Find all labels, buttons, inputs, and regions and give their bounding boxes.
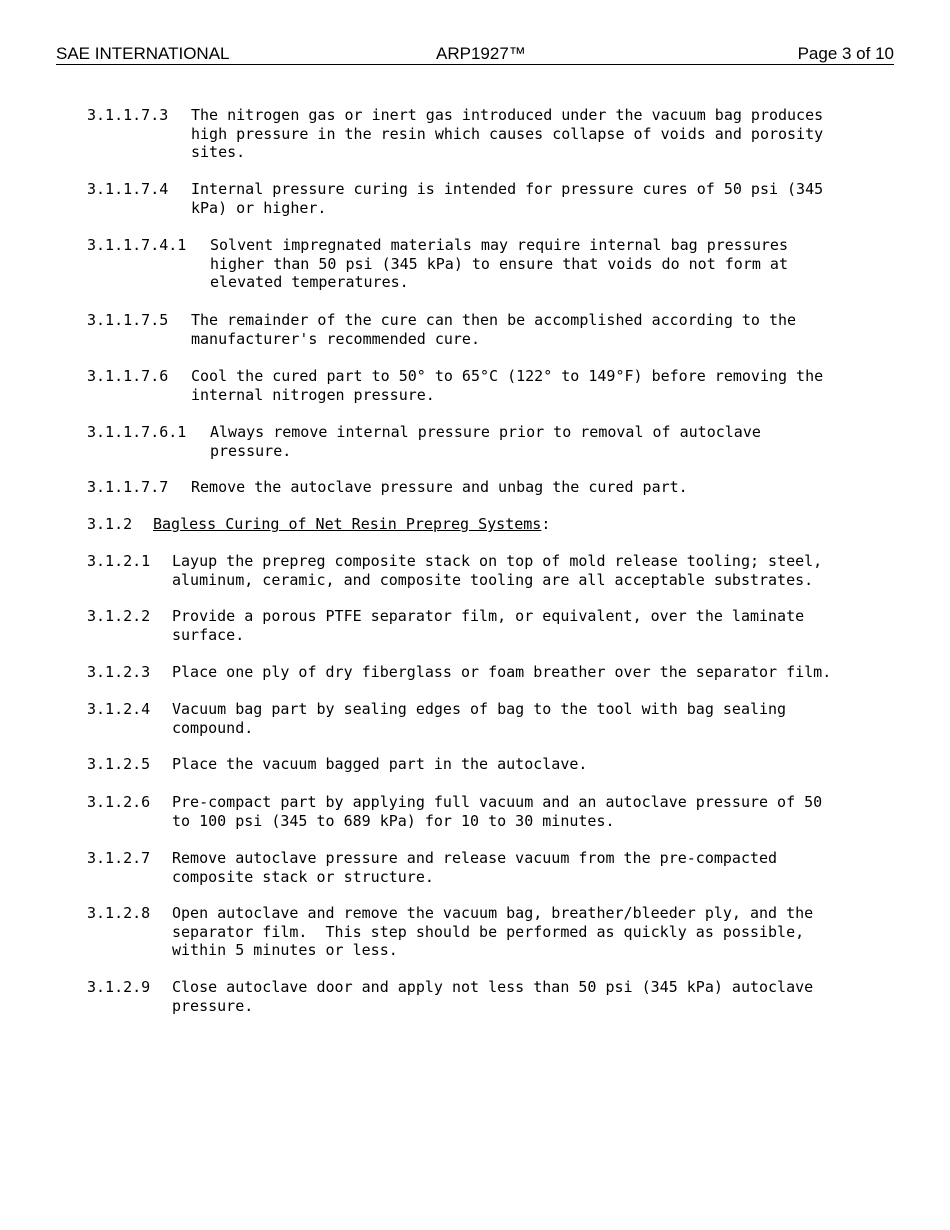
section-text-line: compound. bbox=[172, 718, 254, 737]
section-text-line: separator film. This step should be performed as quickly as possible, bbox=[172, 922, 805, 941]
section-text-line: Internal pressure curing is intended for pressure cures of 50 psi (345 bbox=[191, 180, 824, 198]
section-text-line: kPa) or higher. bbox=[191, 198, 327, 217]
section-3-1-1-7-6-1 bbox=[87, 423, 887, 461]
section-text-line: Remove autoclave pressure and release vacuum from the pre-compacted bbox=[172, 849, 778, 867]
section-number: 3.1.2.3 bbox=[87, 663, 151, 681]
section-number: 3.1.1.7.5 bbox=[87, 311, 169, 329]
section-title-wrap bbox=[153, 515, 550, 534]
section-number: 3.1.2.5 bbox=[87, 755, 151, 773]
section-3-1-2-heading bbox=[87, 515, 887, 535]
section-text-line: aluminum, ceramic, and composite tooling are all acceptable substrates. bbox=[172, 570, 814, 589]
section-text-line: manufacturer's recommended cure. bbox=[191, 329, 480, 348]
header-org: SAE INTERNATIONAL bbox=[56, 44, 230, 63]
section-text-line: Close autoclave door and apply not less than 50 psi (345 kPa) autoclave bbox=[172, 978, 814, 996]
header-page-number: Page 3 of 10 bbox=[797, 44, 894, 63]
section-text-line: higher than 50 psi (345 kPa) to ensure that voids do not form at bbox=[210, 254, 788, 273]
section-number: 3.1.2.1 bbox=[87, 552, 151, 570]
section-text-line: Layup the prepreg composite stack on top of mold release tooling; steel, bbox=[172, 552, 823, 570]
section-3-1-1-7-3 bbox=[87, 106, 887, 162]
section-number: 3.1.1.7.6 bbox=[87, 367, 169, 385]
section-text-line: sites. bbox=[191, 143, 246, 162]
section-3-1-2-4 bbox=[87, 700, 887, 738]
section-text-line: internal nitrogen pressure. bbox=[191, 385, 435, 404]
section-text-line: surface. bbox=[172, 625, 245, 644]
section-text-line: Solvent impregnated materials may require internal bag pressures bbox=[210, 236, 788, 254]
section-text-line: composite stack or structure. bbox=[172, 867, 434, 886]
section-number: 3.1.1.7.4 bbox=[87, 180, 169, 198]
section-text-line: pressure. bbox=[210, 441, 292, 460]
section-3-1-1-7-5 bbox=[87, 311, 887, 349]
section-text-line: to 100 psi (345 to 689 kPa) for 10 to 30 minutes. bbox=[172, 811, 615, 830]
section-number: 3.1.2.7 bbox=[87, 849, 151, 867]
section-text-line: Vacuum bag part by sealing edges of bag to the tool with bag sealing bbox=[172, 700, 787, 718]
section-text-line: Cool the cured part to 50° to 65°C (122° to 149°F) before removing the bbox=[191, 367, 824, 385]
section-text-line: elevated temperatures. bbox=[210, 273, 409, 292]
section-number: 3.1.1.7.6.1 bbox=[87, 423, 187, 441]
section-number: 3.1.1.7.3 bbox=[87, 106, 169, 124]
section-number: 3.1.2.9 bbox=[87, 978, 151, 996]
section-3-1-1-7-7 bbox=[87, 478, 887, 498]
section-3-1-2-5 bbox=[87, 755, 887, 775]
section-title: Bagless Curing of Net Resin Prepreg Systems bbox=[153, 515, 542, 533]
header-doc-id: ARP1927™ bbox=[436, 44, 526, 63]
section-3-1-1-7-6 bbox=[87, 367, 887, 405]
section-number: 3.1.2.8 bbox=[87, 904, 151, 922]
section-3-1-2-6 bbox=[87, 793, 887, 831]
section-number: 3.1.2.2 bbox=[87, 607, 151, 625]
section-text-line: Always remove internal pressure prior to removal of autoclave bbox=[210, 423, 761, 441]
section-3-1-2-1 bbox=[87, 552, 887, 590]
section-3-1-1-7-4-1 bbox=[87, 236, 887, 292]
section-text-line: Place one ply of dry fiberglass or foam breather over the separator film. bbox=[172, 663, 832, 681]
section-text-line: Remove the autoclave pressure and unbag the cured part. bbox=[191, 478, 688, 496]
section-text-line: Open autoclave and remove the vacuum bag, breather/bleeder ply, and the bbox=[172, 904, 814, 922]
section-text-line: pressure. bbox=[172, 996, 254, 1015]
section-number: 3.1.2.4 bbox=[87, 700, 151, 718]
section-text-line: The remainder of the cure can then be accomplished according to the bbox=[191, 311, 797, 329]
section-3-1-2-7 bbox=[87, 849, 887, 887]
section-number: 3.1.1.7.4.1 bbox=[87, 236, 187, 254]
section-text-line: Place the vacuum bagged part in the autoclave. bbox=[172, 755, 588, 773]
section-3-1-2-9 bbox=[87, 978, 887, 1016]
section-text-line: Provide a porous PTFE separator film, or equivalent, over the laminate bbox=[172, 607, 805, 625]
section-number: 3.1.1.7.7 bbox=[87, 478, 169, 496]
section-3-1-2-2 bbox=[87, 607, 887, 645]
section-3-1-2-3 bbox=[87, 663, 887, 683]
section-text-line: within 5 minutes or less. bbox=[172, 941, 398, 960]
section-text-line: high pressure in the resin which causes collapse of voids and porosity bbox=[191, 124, 824, 143]
section-title-suffix: : bbox=[541, 515, 551, 533]
section-text-line: The nitrogen gas or inert gas introduced under the vacuum bag produces bbox=[191, 106, 824, 124]
section-3-1-2-8 bbox=[87, 904, 887, 960]
section-number: 3.1.2.6 bbox=[87, 793, 151, 811]
section-3-1-1-7-4 bbox=[87, 180, 887, 218]
page-header bbox=[56, 44, 894, 65]
section-number: 3.1.2 bbox=[87, 515, 133, 533]
section-text-line: Pre-compact part by applying full vacuum and an autoclave pressure of 50 bbox=[172, 793, 823, 811]
